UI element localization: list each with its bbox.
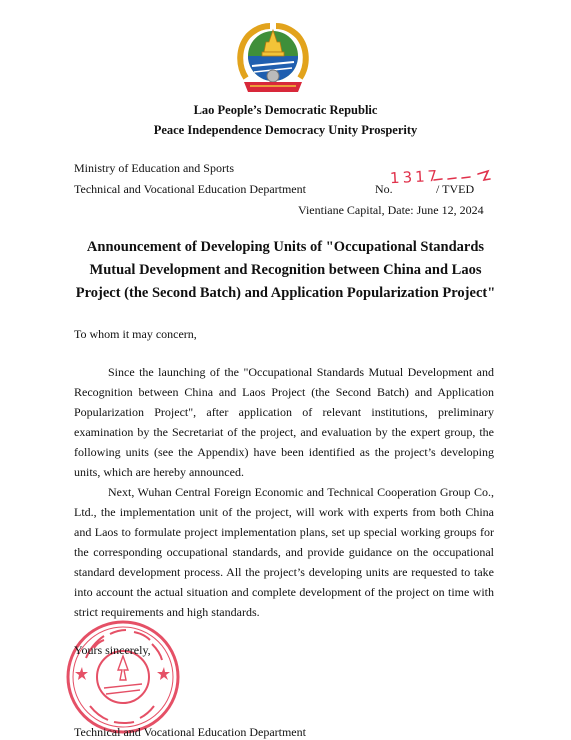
title-line: Mutual Development and Recognition between China and Laos xyxy=(89,262,482,278)
official-seal-stamp xyxy=(64,618,182,736)
announcement-title xyxy=(40,236,531,305)
department-name: Technical and Vocational Education Department xyxy=(74,182,306,196)
body-text xyxy=(74,362,494,622)
body-paragraph: Since the launching of the "Occupational Standards Mutual Development and Recognition between China and Laos Project (the Second Batch) and Application Popularization Project", after application of relevant institutions, preliminary examination by the Secretariat of the project, and evaluation by the expert group, the following units (see the Appendix) have been identified as the project’s developing units, which are hereby announced. xyxy=(74,365,494,479)
closing: Yours sincerely, xyxy=(74,643,151,657)
body-paragraph: Next, Wuhan Central Foreign Economic and Technical Cooperation Group Co., Ltd., the implementation unit of the project, will work with experts from both China and Laos to formulate project implementation plans, set up special working groups for the corresponding occupational standards, and provide guidance on the occupational standard development process. All the project’s developing units are requested to take into account the actual situation and complete development of the project on time with strict requirements and high standards. xyxy=(74,485,494,619)
title-line: Project (the Second Batch) and Application Popularization Project" xyxy=(75,285,496,301)
salutation: To whom it may concern, xyxy=(74,327,197,341)
ministry-name: Ministry of Education and Sports xyxy=(74,161,234,175)
country-name: Lao People’s Democratic Republic xyxy=(193,103,378,117)
date-line: Vientiane Capital, Date: June 12, 2024 xyxy=(298,203,484,217)
title-line: Announcement of Developing Units of "Occupational Standards xyxy=(86,239,485,255)
handwritten-reference-number: 1317 xyxy=(389,166,441,188)
reference-no-label: No. xyxy=(375,182,393,196)
national-motto: Peace Independence Democracy Unity Prosperity xyxy=(153,123,418,137)
signature-department: Technical and Vocational Education Department xyxy=(74,725,306,739)
lao-national-emblem-icon xyxy=(236,22,310,94)
reference-suffix: / TVED xyxy=(436,182,475,196)
